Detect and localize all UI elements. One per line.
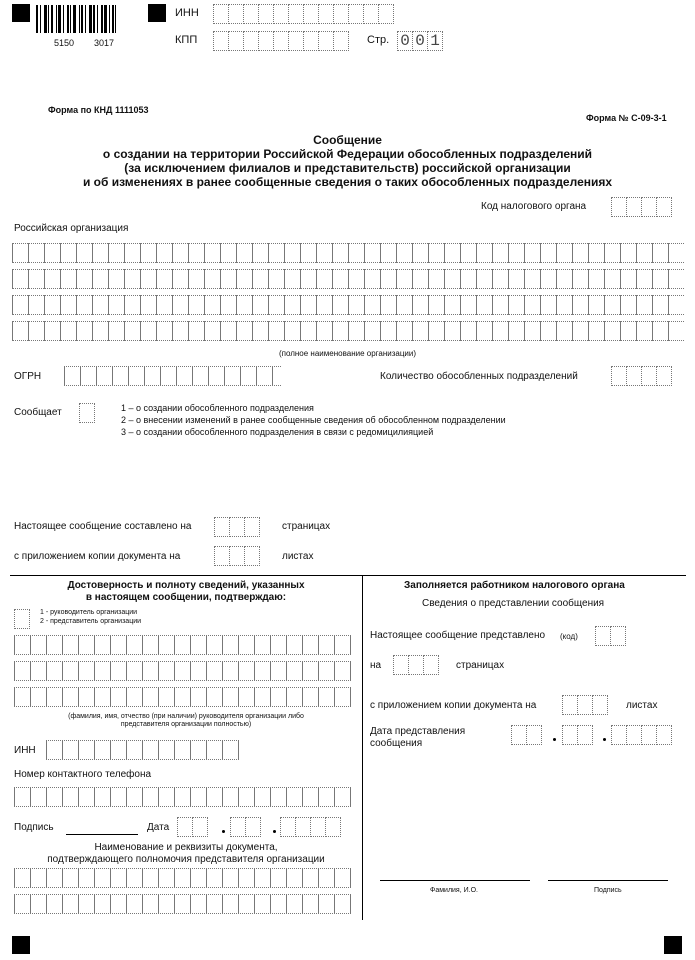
phone-label: Номер контактного телефона bbox=[14, 769, 152, 780]
page-digit: 0 bbox=[412, 31, 428, 51]
pages-label: Настоящее сообщение составлено на bbox=[14, 521, 192, 532]
submitted-code-field[interactable] bbox=[595, 626, 625, 646]
code-label: (код) bbox=[560, 632, 578, 641]
org-name-row-2[interactable] bbox=[12, 269, 684, 289]
header-inn-field[interactable] bbox=[213, 4, 393, 24]
date-separator bbox=[603, 738, 606, 741]
title-line: (за исключением филиалов и представительств) российской организации bbox=[124, 161, 571, 175]
attach-label: с приложением копии документа на bbox=[14, 551, 181, 562]
fio-caption bbox=[10, 713, 362, 729]
fio-line-caption: Фамилия, И.О. bbox=[430, 887, 478, 894]
reports-options bbox=[121, 402, 506, 438]
page-number-field[interactable] bbox=[397, 31, 442, 51]
pages-field[interactable] bbox=[214, 517, 259, 537]
signer-type-field[interactable] bbox=[14, 609, 29, 629]
corner-marker-top-left bbox=[12, 4, 30, 22]
right-date-year[interactable] bbox=[611, 725, 671, 745]
on-label: на bbox=[370, 660, 382, 671]
reports-option: 1 – о создании обособленного подразделения bbox=[121, 403, 314, 413]
right-attach-field[interactable] bbox=[562, 695, 607, 715]
page-digit: 0 bbox=[397, 31, 413, 51]
org-label: Российская организация bbox=[14, 223, 129, 234]
corner-marker-bottom-right bbox=[664, 936, 682, 954]
left-date-day[interactable] bbox=[177, 817, 207, 837]
attach-unit: листах bbox=[282, 551, 314, 562]
ogrn-field[interactable] bbox=[64, 366, 281, 386]
org-name-row-1[interactable] bbox=[12, 243, 684, 263]
right-heading: Заполняется работником налогового органа bbox=[404, 580, 625, 591]
left-date-month[interactable] bbox=[230, 817, 260, 837]
fio-row-1[interactable] bbox=[14, 635, 351, 655]
reports-code-field[interactable] bbox=[79, 403, 94, 423]
title-line: Сообщение bbox=[313, 133, 382, 147]
form-title bbox=[0, 133, 695, 189]
barcode-number-left: 5150 bbox=[54, 38, 75, 48]
count-field[interactable] bbox=[611, 366, 671, 386]
signer-option: 1 - руководитель организации bbox=[40, 609, 138, 616]
reports-option: 2 – о внесении изменений в ранее сообщенные сведения об обособленном подразделении bbox=[121, 415, 506, 425]
right-date-day[interactable] bbox=[511, 725, 541, 745]
left-inn-label: ИНН bbox=[14, 745, 36, 756]
ogrn-label: ОГРН bbox=[14, 371, 42, 382]
left-heading-line: Достоверность и полноту сведений, указанных bbox=[67, 580, 305, 591]
org-caption: (полное наименование организации) bbox=[278, 349, 417, 358]
date-separator bbox=[222, 830, 225, 833]
left-heading bbox=[10, 580, 362, 604]
submitted-label: Настоящее сообщение представлено bbox=[370, 630, 546, 641]
left-date-year[interactable] bbox=[280, 817, 340, 837]
left-heading-line: в настоящем сообщении, подтверждаю: bbox=[85, 592, 287, 603]
left-inn-field[interactable] bbox=[46, 740, 239, 760]
corner-marker-top-mid bbox=[148, 4, 166, 22]
header-kpp-field[interactable] bbox=[213, 31, 348, 51]
page-digit: 1 bbox=[427, 31, 443, 51]
form-knd: Форма по КНД 1111053 bbox=[48, 105, 149, 115]
header-inn-label: ИНН bbox=[175, 7, 199, 19]
signature-line[interactable] bbox=[66, 834, 138, 835]
sign-line[interactable] bbox=[548, 880, 668, 881]
right-date-label bbox=[370, 726, 465, 750]
title-line: и об изменениях в ранее сообщенные сведения о таких обособленных подразделениях bbox=[82, 175, 613, 189]
tax-code-field[interactable] bbox=[611, 197, 671, 217]
signer-options bbox=[40, 608, 141, 626]
phone-field[interactable] bbox=[14, 787, 351, 807]
doc-heading-line: подтверждающего полномочия представителя организации bbox=[47, 854, 325, 865]
right-date-month[interactable] bbox=[562, 725, 592, 745]
fio-row-3[interactable] bbox=[14, 687, 351, 707]
org-name-row-4[interactable] bbox=[12, 321, 684, 341]
right-pages-field[interactable] bbox=[393, 655, 438, 675]
fio-caption-line: представителя организации полностью) bbox=[120, 721, 252, 728]
right-subheading: Сведения о представлении сообщения bbox=[422, 598, 605, 609]
page-label: Стр. bbox=[367, 34, 390, 46]
doc-heading-line: Наименование и реквизиты документа, bbox=[94, 842, 278, 853]
date-separator bbox=[553, 738, 556, 741]
right-attach-label: с приложением копии документа на bbox=[370, 700, 537, 711]
corner-marker-bottom-left bbox=[12, 936, 30, 954]
signer-option: 2 - представитель организации bbox=[40, 618, 142, 625]
reports-option: 3 – о создании обособленного подразделения в связи с редомицилияцией bbox=[121, 427, 434, 437]
barcode bbox=[36, 5, 134, 33]
barcode-number-right: 3017 bbox=[94, 38, 115, 48]
sign-label: Подпись bbox=[14, 822, 54, 833]
fio-line[interactable] bbox=[380, 880, 530, 881]
doc-heading bbox=[10, 842, 362, 866]
sign-line-caption: Подпись bbox=[594, 887, 622, 894]
date-separator bbox=[273, 830, 276, 833]
fio-row-2[interactable] bbox=[14, 661, 351, 681]
doc-row-2[interactable] bbox=[14, 894, 351, 914]
tax-code-label: Код налогового органа bbox=[481, 201, 587, 212]
right-date-label-line: сообщения bbox=[370, 738, 423, 749]
reports-label: Сообщает bbox=[14, 407, 62, 418]
count-label: Количество обособленных подразделений bbox=[380, 371, 578, 382]
fio-caption-line: (фамилия, имя, отчество (при наличии) руководителя организации либо bbox=[68, 713, 304, 720]
column-divider bbox=[362, 575, 363, 920]
right-date-label-line: Дата представления bbox=[370, 726, 466, 737]
doc-row-1[interactable] bbox=[14, 868, 351, 888]
section-divider bbox=[10, 575, 686, 576]
header-kpp-label: КПП bbox=[175, 34, 198, 46]
attach-field[interactable] bbox=[214, 546, 259, 566]
right-attach-unit: листах bbox=[626, 700, 658, 711]
form-number: Форма № С-09-3-1 bbox=[586, 113, 667, 123]
org-name-row-3[interactable] bbox=[12, 295, 684, 315]
title-line: о создании на территории Российской Федерации обособленных подразделений bbox=[102, 147, 593, 161]
pages-unit: страницах bbox=[282, 521, 331, 532]
left-date-label: Дата bbox=[147, 822, 170, 833]
right-pages-unit: страницах bbox=[456, 660, 505, 671]
